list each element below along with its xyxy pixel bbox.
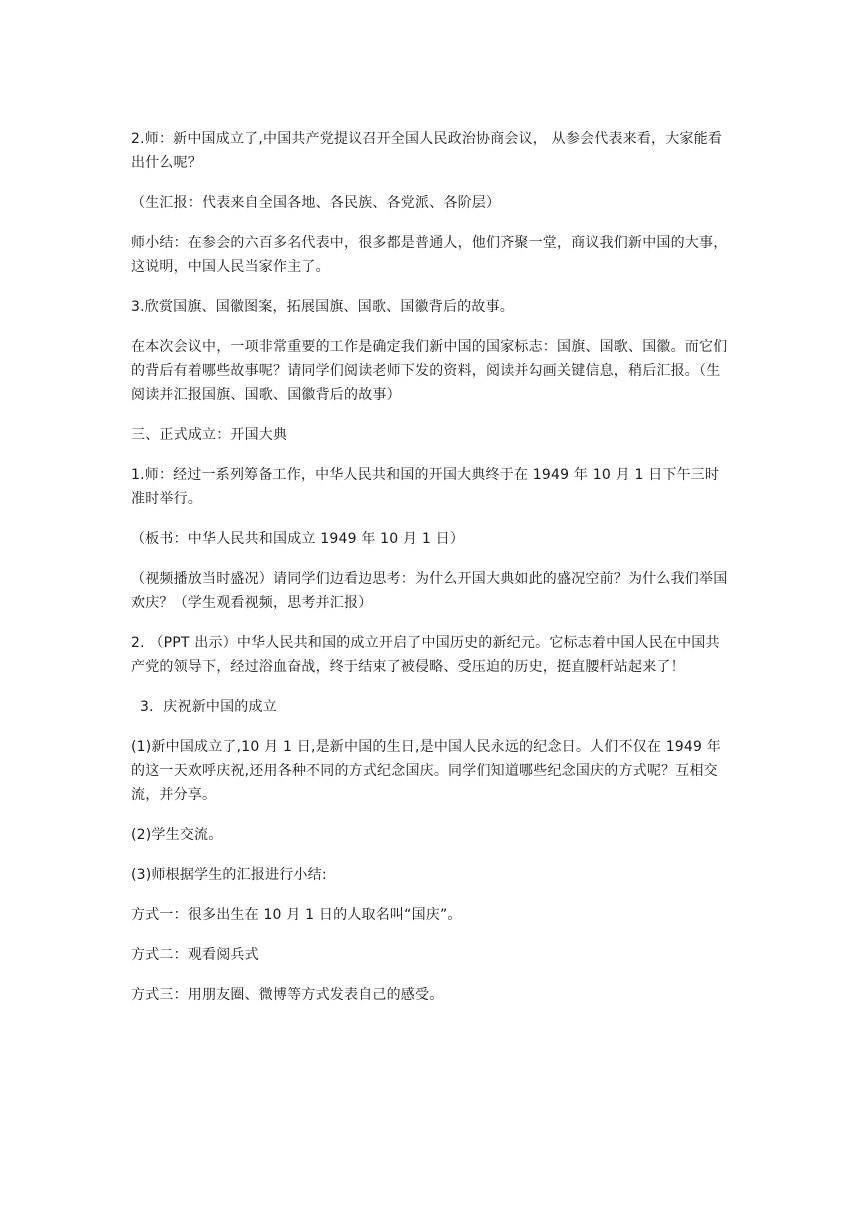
paragraph-student-exchange: (2)学生交流。 [131, 827, 223, 843]
paragraph-way-two: 方式二：观看阅兵式 [131, 947, 259, 963]
paragraph-national-symbols: 在本次会议中，一项非常重要的工作是确定我们新中国的国家标志：国旗、国歌、国徽。而它们的背后有着哪些故事呢？请同学们阅读老师下发的资料，阅读并勾画关键信息，稍后汇报。（生阅读并汇报国旗、国歌、国徽背后的故事） [131, 339, 728, 403]
paragraph-teacher-wrapup: (3)师根据学生的汇报进行小结: [131, 867, 327, 883]
paragraph-teacher-summary: 师小结：在参会的六百多名代表中，很多都是普通人，他们齐聚一堂，商议我们新中国的大事，这说明，中国人民当家作主了。 [131, 235, 728, 275]
paragraph-teacher-question-conference: 2.师：新中国成立了,中国共产党提议召开全国人民政治协商会议， 从参会代表来看，大家能看出什么呢？ [131, 131, 723, 171]
paragraph-national-day: (1)新中国成立了,10 月 1 日,是新中国的生日,是中国人民永远的纪念日。人们不仅在 1949 年的这一天欢呼庆祝,还用各种不同的方式纪念国庆。同学们知道哪些纪念国庆的方式呢？互相交流，并分享。 [131, 739, 721, 803]
paragraph-student-report-delegates: （生汇报：代表来自全国各地、各民族、各党派、各阶层） [131, 195, 501, 211]
paragraph-founding-ceremony: 1.师：经过一系列筹备工作，中华人民共和国的开国大典终于在 1949 年 10 月 1 日下午三时准时举行。 [131, 467, 720, 507]
subheading-celebrate: 3．庆祝新中国的成立 [140, 699, 277, 715]
paragraph-flag-emblem-heading: 3.欣赏国旗、国徽图案，拓展国旗、国歌、国徽背后的故事。 [131, 299, 514, 315]
paragraph-ppt-new-era: 2. （PPT 出示）中华人民共和国的成立开启了中国历史的新纪元。它标志着中国人民在中国共产党的领导下，经过浴血奋战，终于结束了被侵略、受压迫的历史，挺直腰杆站起来了！ [131, 635, 720, 675]
paragraph-video-question: （视频播放当时盛况）请同学们边看边思考：为什么开国大典如此的盛况空前？为什么我们举国欢庆？（学生观看视频，思考并汇报） [131, 571, 728, 611]
paragraph-way-three: 方式三：用朋友圈、微博等方式发表自己的感受。 [131, 987, 444, 1003]
paragraph-way-one: 方式一：很多出生在 10 月 1 日的人取名叫“国庆”。 [131, 907, 462, 923]
document-page [131, 127, 731, 1023]
section-heading-founding-ceremony: 三、正式成立：开国大典 [131, 427, 288, 443]
paragraph-blackboard-note: （板书：中华人民共和国成立 1949 年 10 月 1 日） [131, 531, 465, 547]
